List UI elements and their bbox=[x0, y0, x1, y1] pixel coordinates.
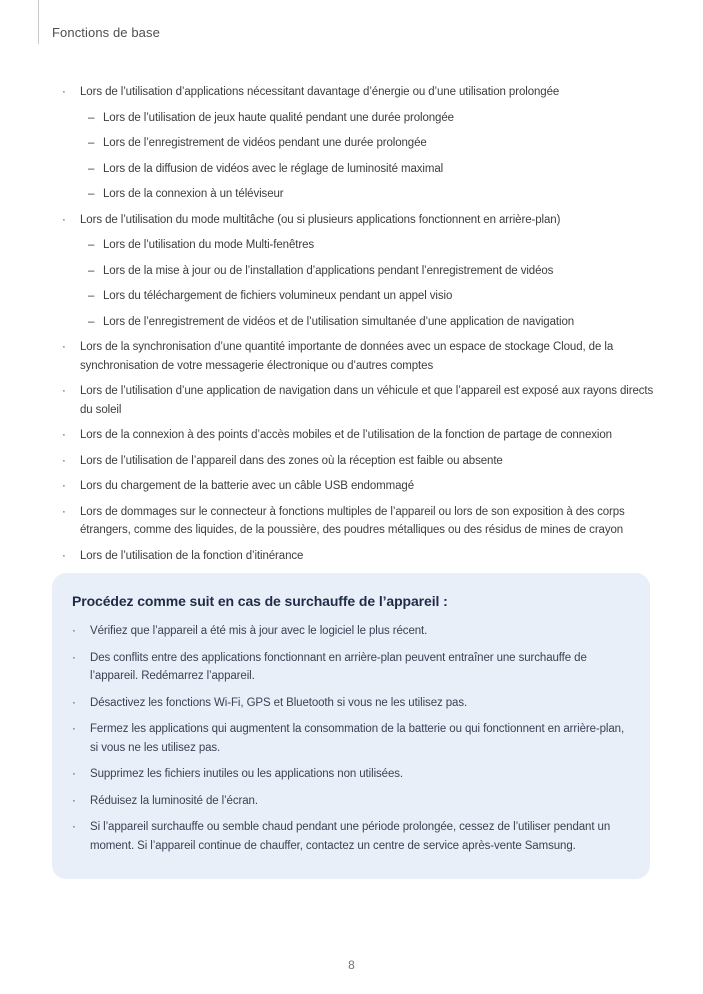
dash-icon: – bbox=[88, 264, 95, 277]
advice-list-item bbox=[72, 720, 628, 757]
page-content bbox=[62, 83, 655, 879]
bullet-icon: · bbox=[72, 625, 76, 637]
sub-list-item bbox=[88, 109, 655, 128]
list-item-text: Lors de l’utilisation du mode multitâche (ou si plusieurs applications fonctionnent en arrière-plan) bbox=[80, 213, 561, 226]
sub-list-item bbox=[88, 236, 655, 255]
dash-icon: – bbox=[88, 239, 95, 251]
overheat-advice-box bbox=[52, 573, 650, 879]
advice-list-item bbox=[72, 649, 628, 686]
info-box-title: Procédez comme suit en cas de surchauffe de l’appareil : bbox=[72, 593, 448, 609]
list-item-text: Lors de la diffusion de vidéos avec le réglage de luminosité maximal bbox=[103, 162, 444, 175]
advice-list-item bbox=[72, 792, 628, 811]
sub-list-item bbox=[88, 262, 655, 281]
list-item bbox=[62, 452, 655, 471]
header-rule bbox=[38, 0, 39, 44]
list-item-text: Lors de la connexion à un téléviseur bbox=[103, 188, 284, 200]
sub-list-item bbox=[88, 287, 655, 306]
list-item-text: Lors de l’utilisation de la fonction d’itinérance bbox=[80, 549, 304, 562]
list-item bbox=[62, 477, 655, 496]
list-item-text: Vérifiez que l’appareil a été mis à jour avec le logiciel le plus récent. bbox=[90, 625, 428, 637]
dash-icon: – bbox=[88, 111, 95, 124]
list-item-text: Lors de l’utilisation de jeux haute qualité pendant une durée prolongée bbox=[103, 111, 454, 124]
chapter-title: Fonctions de base bbox=[52, 25, 160, 40]
list-item-text: Lors de la mise à jour ou de l’installation d’applications pendant l’enregistrement de vidéos bbox=[103, 264, 554, 277]
list-item bbox=[62, 547, 655, 566]
list-item-text: Lors de l’utilisation de l’appareil dans des zones où la réception est faible ou absente bbox=[80, 454, 503, 467]
list-item bbox=[62, 382, 655, 419]
sub-list-item bbox=[88, 185, 655, 204]
list-item-text: Lors du téléchargement de fichiers volumineux pendant un appel visio bbox=[103, 290, 453, 302]
bullet-icon: · bbox=[72, 821, 76, 833]
advice-list-item bbox=[72, 765, 628, 784]
overheat-advice-list bbox=[72, 622, 628, 855]
bullet-icon: · bbox=[72, 651, 76, 664]
list-item-text: Des conflits entre des applications fonctionnant en arrière-plan peuvent entraîner une surchauffe de l’appareil. Redémarrez l’appareil. bbox=[90, 651, 587, 682]
list-item-text: Lors de l’utilisation du mode Multi-fenêtres bbox=[103, 239, 315, 251]
bullet-icon: · bbox=[62, 86, 66, 98]
sub-list bbox=[62, 236, 655, 331]
bullet-icon: · bbox=[72, 696, 76, 709]
list-item-text: Lors de dommages sur le connecteur à fonctions multiples de l’appareil ou lors de son exposition à des corps étrangers, comme des liquides, de la poussière, des poudres métalliques ou des résidus de mines de crayon bbox=[80, 505, 625, 536]
bullet-icon: · bbox=[62, 480, 66, 492]
list-item-text: Lors de la synchronisation d’une quantité importante de données avec un espace de stockage Cloud, de la synchronisation de votre messagerie électronique ou d’autres comptes bbox=[80, 341, 614, 372]
page-footer bbox=[0, 956, 703, 974]
page-number: 8 bbox=[348, 958, 355, 972]
bullet-icon: · bbox=[62, 505, 66, 518]
bullet-icon: · bbox=[62, 213, 66, 226]
bullet-icon: · bbox=[62, 341, 66, 353]
dash-icon: – bbox=[88, 188, 95, 200]
list-item-text: Lors de l’utilisation d’une application de navigation dans un véhicule et que l’appareil est exposé aux rayons directs du soleil bbox=[80, 385, 654, 416]
sub-list bbox=[62, 109, 655, 204]
list-item-text: Réduisez la luminosité de l’écran. bbox=[90, 794, 258, 807]
list-item-text: Si l’appareil surchauffe ou semble chaud pendant une période prolongée, cessez de l’utiliser pendant un moment. Si l’appareil continue de chauffer, contactez un centre de service après-vente Samsung. bbox=[90, 821, 611, 852]
dash-icon: – bbox=[88, 315, 95, 328]
list-item-text: Lors de l’utilisation d’applications nécessitant davantage d’énergie ou d’une utilisation prolongée bbox=[80, 86, 560, 98]
sub-list-item bbox=[88, 313, 655, 332]
list-item bbox=[62, 503, 655, 540]
list-item-text: Lors du chargement de la batterie avec un câble USB endommagé bbox=[80, 480, 414, 492]
bullet-icon: · bbox=[72, 794, 76, 807]
dash-icon: – bbox=[88, 162, 95, 175]
sub-list-item bbox=[88, 134, 655, 153]
sub-list-item bbox=[88, 160, 655, 179]
advice-list-item bbox=[72, 622, 628, 641]
list-item bbox=[62, 211, 655, 230]
bullet-icon: · bbox=[72, 768, 76, 780]
bullet-icon: · bbox=[72, 723, 76, 735]
list-item-text: Lors de l’enregistrement de vidéos pendant une durée prolongée bbox=[103, 137, 427, 149]
advice-list-item bbox=[72, 694, 628, 713]
dash-icon: – bbox=[88, 137, 95, 149]
list-item bbox=[62, 83, 655, 102]
bullet-icon: · bbox=[62, 429, 66, 441]
bullet-icon: · bbox=[62, 385, 66, 397]
list-item-text: Lors de l’enregistrement de vidéos et de l’utilisation simultanée d’une application de navigation bbox=[103, 315, 575, 328]
dash-icon: – bbox=[88, 290, 95, 302]
list-item-text: Désactivez les fonctions Wi-Fi, GPS et Bluetooth si vous ne les utilisez pas. bbox=[90, 696, 468, 709]
bullet-icon: · bbox=[62, 549, 66, 562]
bullet-icon: · bbox=[62, 454, 66, 467]
list-item-text: Lors de la connexion à des points d’accès mobiles et de l’utilisation de la fonction de partage de connexion bbox=[80, 429, 612, 441]
list-item bbox=[62, 426, 655, 445]
list-item-text: Fermez les applications qui augmentent la consommation de la batterie ou qui fonctionnent en arrière-plan, si vous ne les utilisez pas. bbox=[90, 723, 625, 754]
advice-list-item bbox=[72, 818, 628, 855]
list-item-text: Supprimez les fichiers inutiles ou les applications non utilisées. bbox=[90, 768, 404, 780]
overheat-causes-list bbox=[62, 83, 655, 565]
list-item bbox=[62, 338, 655, 375]
